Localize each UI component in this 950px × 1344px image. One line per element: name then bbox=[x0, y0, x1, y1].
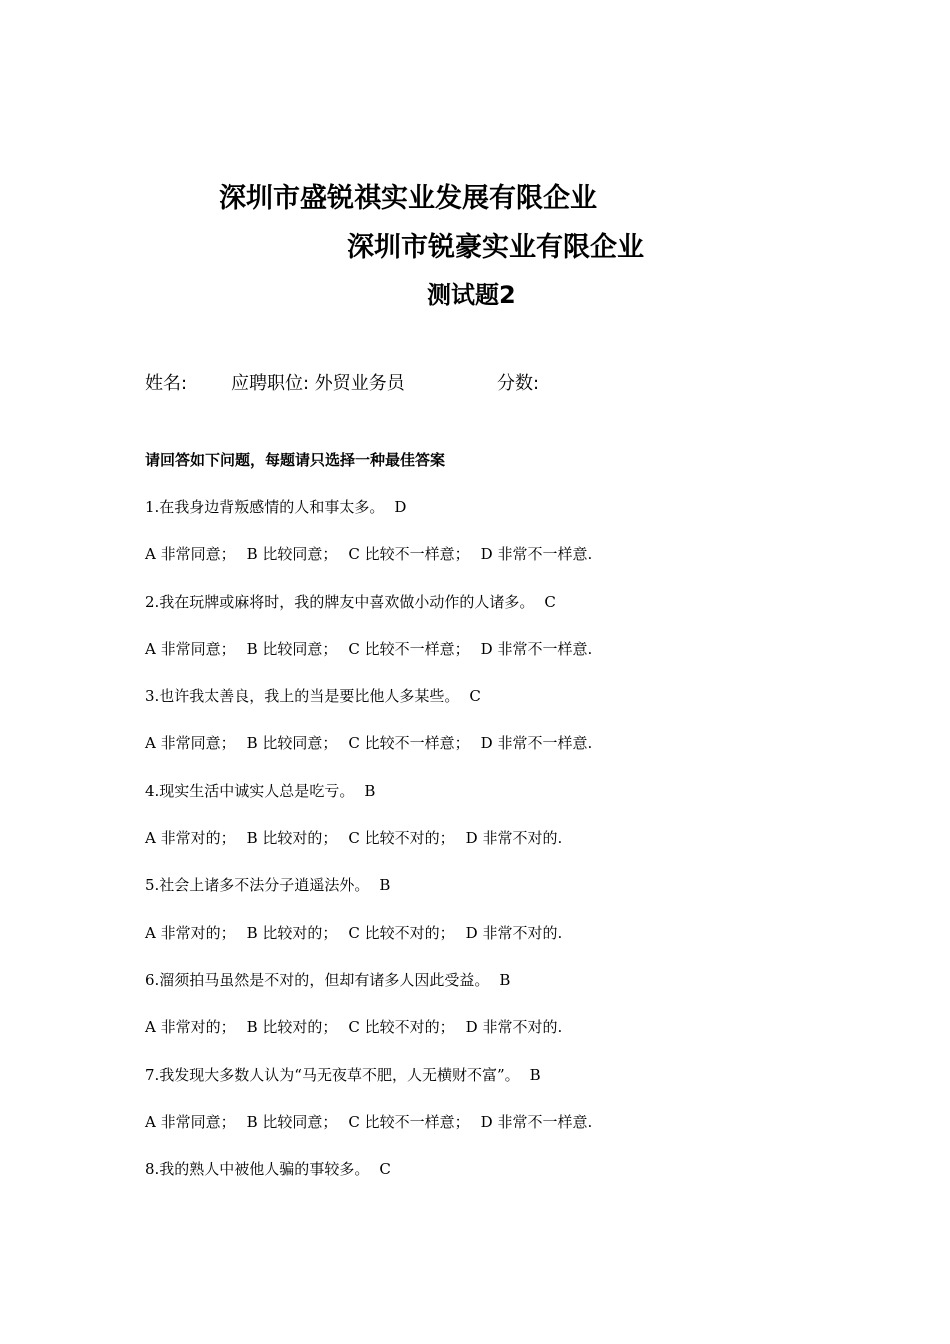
question-answer: D bbox=[394, 498, 407, 516]
test-title: 测试题2 bbox=[427, 281, 516, 309]
option-a: A 非常同意； bbox=[145, 1112, 236, 1131]
question-7 bbox=[145, 1065, 905, 1112]
option-b: B 比较同意； bbox=[246, 639, 338, 658]
option-b: B 比较对的； bbox=[246, 829, 338, 848]
question-1 bbox=[145, 497, 905, 544]
option-c: C 比较不一样意； bbox=[348, 1112, 470, 1131]
question-6 bbox=[145, 970, 905, 1017]
options-row bbox=[145, 1112, 905, 1159]
options-row bbox=[145, 1017, 905, 1064]
option-b: B 比较同意； bbox=[246, 545, 338, 564]
question-answer: B bbox=[499, 970, 511, 989]
option-a: A 非常同意； bbox=[145, 545, 236, 564]
question-answer: C bbox=[469, 687, 481, 706]
option-d: D 非常不对的. bbox=[465, 1018, 563, 1037]
option-c: C 比较不一样意； bbox=[348, 734, 470, 753]
question-8 bbox=[145, 1159, 905, 1206]
option-d: D 非常不一样意. bbox=[480, 639, 593, 658]
question-text: 5.社会上诸多不法分子逍遥法外。 bbox=[145, 876, 370, 895]
instruction-text: 请回答如下问题，每题请只选择一种最佳答案 bbox=[145, 451, 446, 469]
score-label: 分数: bbox=[497, 373, 540, 394]
option-b: B 比较对的； bbox=[246, 923, 338, 942]
question-text: 4.现实生活中诚实人总是吃亏。 bbox=[145, 781, 355, 800]
option-b: B 比较同意； bbox=[246, 1112, 338, 1131]
question-3 bbox=[145, 686, 905, 733]
question-answer: C bbox=[544, 592, 556, 611]
company-title-2: 深圳市锐豪实业有限企业 bbox=[347, 232, 644, 263]
options-row bbox=[145, 639, 905, 686]
question-text: 2.我在玩牌或麻将时，我的牌友中喜欢做小动作的人诸多。 bbox=[145, 592, 535, 611]
option-c: C 比较不对的； bbox=[348, 1018, 455, 1037]
options-row bbox=[145, 544, 905, 591]
options-row bbox=[145, 828, 905, 875]
question-5 bbox=[145, 875, 905, 922]
question-text: 1.在我身边背叛感情的人和事太多。 bbox=[145, 498, 385, 516]
question-text: 7.我发现大多数人认为“马无夜草不肥，人无横财不富”。 bbox=[145, 1065, 520, 1084]
question-text: 6.溜须拍马虽然是不对的，但却有诸多人因此受益。 bbox=[145, 970, 490, 989]
option-b: B 比较对的； bbox=[246, 1018, 338, 1037]
options-row bbox=[145, 733, 905, 780]
option-d: D 非常不一样意. bbox=[480, 545, 593, 564]
option-a: A 非常对的； bbox=[145, 1018, 236, 1037]
option-d: D 非常不对的. bbox=[465, 829, 563, 848]
option-b: B 比较同意； bbox=[246, 734, 338, 753]
option-d: D 非常不一样意. bbox=[480, 1112, 593, 1131]
question-answer: C bbox=[379, 1160, 391, 1179]
options-row bbox=[145, 923, 905, 970]
name-label: 姓名: bbox=[145, 373, 188, 394]
question-answer: B bbox=[379, 876, 391, 895]
option-c: C 比较不对的； bbox=[348, 829, 455, 848]
option-a: A 非常对的； bbox=[145, 923, 236, 942]
question-4 bbox=[145, 781, 905, 828]
option-c: C 比较不一样意； bbox=[348, 545, 470, 564]
company-title-1: 深圳市盛锐祺实业发展有限企业 bbox=[219, 183, 597, 214]
option-d: D 非常不对的. bbox=[465, 923, 563, 942]
option-d: D 非常不一样意. bbox=[480, 734, 593, 753]
question-text: 8.我的熟人中被他人骗的事较多。 bbox=[145, 1160, 370, 1179]
option-a: A 非常同意； bbox=[145, 734, 236, 753]
option-c: C 比较不一样意； bbox=[348, 639, 470, 658]
question-text: 3.也许我太善良，我上的当是要比他人多某些。 bbox=[145, 687, 460, 706]
option-c: C 比较不对的； bbox=[348, 923, 455, 942]
position-label: 应聘职位: 外贸业务员 bbox=[231, 373, 405, 394]
question-answer: B bbox=[529, 1065, 541, 1084]
option-a: A 非常对的； bbox=[145, 829, 236, 848]
question-answer: B bbox=[364, 781, 376, 800]
question-2 bbox=[145, 592, 905, 639]
question-list bbox=[145, 497, 905, 1206]
option-a: A 非常同意； bbox=[145, 639, 236, 658]
